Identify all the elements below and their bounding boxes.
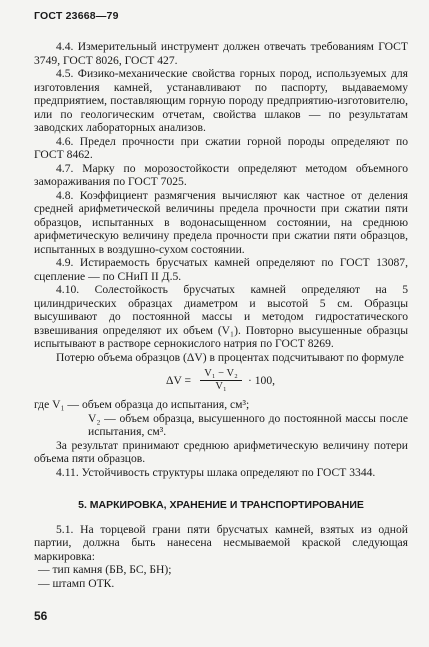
formula-denominator: V₁ <box>215 381 227 392</box>
marking-item-stamp: — штамп ОТК. <box>38 576 115 590</box>
paragraph-volume-loss: Потерю объема образцов (ΔV) в процентах подсчитывают по формуле <box>56 350 404 364</box>
paragraph-4-8: 4.8. Коэффициент размягчения вычисляют как частное от деления средней арифметической величины предела прочности при сжатии пяти образцов, испытанных в водонасыщенном состоянии, на среднюю арифметическую величину предела прочности при сжатии пяти образцов, испытанных в воздушно-сухом состоянии. <box>34 188 408 256</box>
document-header: ГОСТ 23668—79 <box>34 10 119 22</box>
section-5-heading: 5. МАРКИРОВКА, ХРАНЕНИЕ И ТРАНСПОРТИРОВАНИЕ <box>78 499 364 511</box>
paragraph-4-10: 4.10. Солестойкость брусчатых камней определяют на 5 цилиндрических образцах диаметром и высотой 5 см. Образцы высушивают до постоянной массы и методом гидростатического взвешивания определяют их объем (V₁). Повторно высушенные образцы испытывают в растворе сернокислого натрия по ГОСТ 8269. <box>34 283 408 350</box>
volume-loss-formula <box>34 367 408 397</box>
formula-fraction <box>200 367 242 393</box>
page-number: 56 <box>34 609 48 623</box>
paragraph-5-1: 5.1. На торцевой грани пяти брусчатых камней, взятых из одной партии, должна быть нанесена несмываемой краской следующая маркировка: <box>34 522 408 563</box>
paragraph-4-7: 4.7. Марку по морозостойкости определяют методом объемного замораживания по ГОСТ 7025. <box>34 161 408 188</box>
definition-v2-label: V₂ — <box>88 411 116 425</box>
definition-v1-text: объем образца до испытания, см³; <box>81 398 250 411</box>
paragraph-result: За результат принимают среднюю арифметическую величину потери объема пяти образцов. <box>34 438 408 465</box>
definition-v1-label: где V₁ — <box>34 398 80 411</box>
definition-v1 <box>34 398 408 412</box>
definition-v2 <box>34 412 408 439</box>
marking-item-type: — тип камня (БВ, БС, БН); <box>38 563 172 576</box>
paragraph-4-5: 4.5. Физико-механические свойства горных пород, используемых для изготовления камней, устанавливают по паспорту, выдаваемому предприятием, поставляющим горную породу предприятию-изготовителю, или по геологическим отчетам, свойства шлаков — по результатам заводских лабораторных анализов. <box>34 67 408 134</box>
definition-v2-text: объем образца, высушенного до постоянной массы после испытания, см³. <box>88 411 408 438</box>
paragraph-4-4: 4.4. Измерительный инструмент должен отвечать требованиям ГОСТ 3749, ГОСТ 8026, ГОСТ 427. <box>34 40 408 67</box>
paragraph-4-11: 4.11. Устойчивость структуры шлака определяют по ГОСТ 3344. <box>56 465 376 479</box>
formula-rhs: · 100, <box>248 374 276 387</box>
paragraph-4-9: 4.9. Истираемость брусчатых камней определяют по ГОСТ 13087, сцепление — по СНиП II Д.5. <box>34 256 408 283</box>
formula-lhs: ΔV = <box>166 374 192 387</box>
paragraph-4-6: 4.6. Предел прочности при сжатии горной породы определяют по ГОСТ 8462. <box>34 134 408 161</box>
page-body <box>34 40 408 590</box>
formula-numerator: V₁ − V₂ <box>200 367 242 381</box>
